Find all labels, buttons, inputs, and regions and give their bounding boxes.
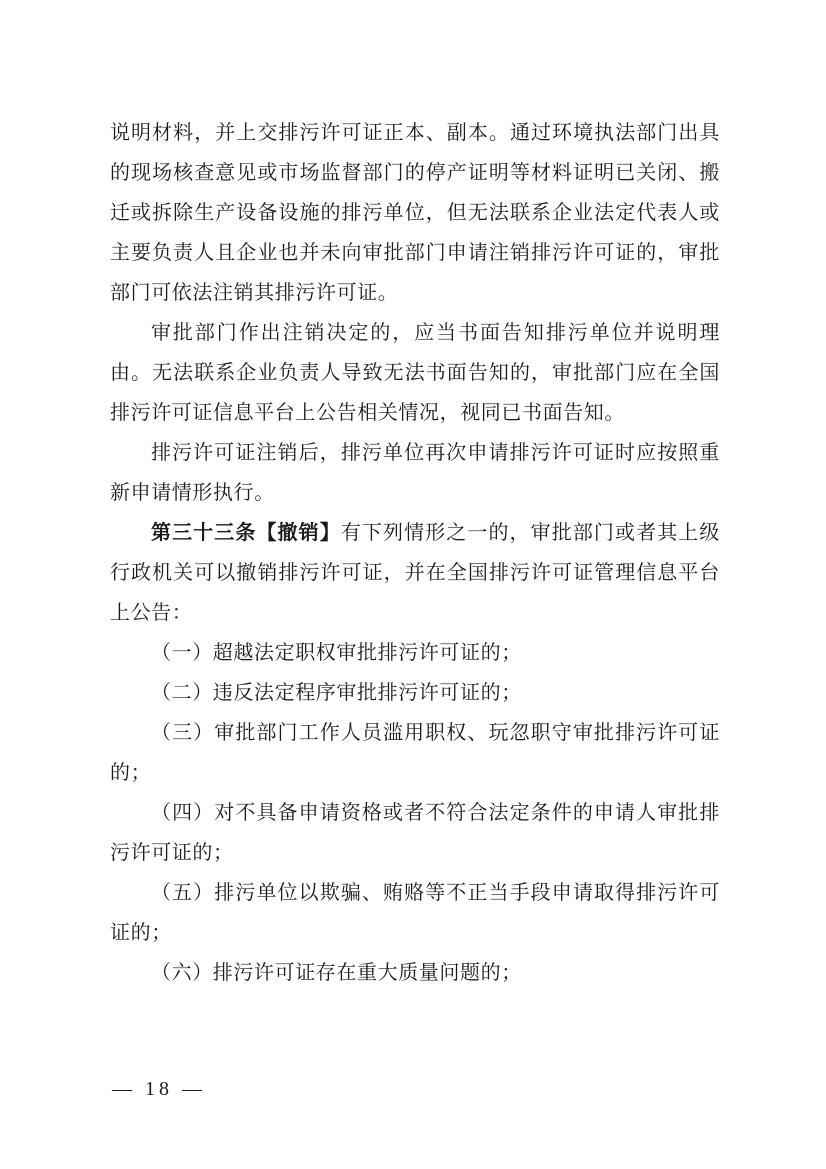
revocation-item-list [110,632,720,992]
list-item: （六）排污许可证存在重大质量问题的； [151,960,522,984]
article-33-intro: 有下列情形之一的，审批部门或者其上级行政机关可以撤销排污许可证，并在全国排污许可证管理信息平台上公告： [110,520,720,624]
list-item: （一）超越法定职权审批排污许可证的； [151,640,522,664]
paragraph-reapplication: 排污许可证注销后，排污单位再次申请排污许可证时应按照重新申请情形执行。 [110,440,720,504]
list-item: （五）排污单位以欺骗、贿赂等不正当手段申请取得排污许可证的； [110,880,720,944]
page-number: — 18 — [112,1078,206,1100]
list-item: （三）审批部门工作人员滥用职权、玩忽职守审批排污许可证的； [110,720,720,784]
paragraph-continued: 说明材料，并上交排污许可证正本、副本。通过环境执法部门出具的现场核查意见或市场监督部门的停产证明等材料证明已关闭、搬迁或拆除生产设备设施的排污单位，但无法联系企业法定代表人或主要负责人且企业也并未向审批部门申请注销排污许可证的，审批部门可依法注销其排污许可证。 [110,120,720,304]
article-33-heading: 第三十三条【撤销】 [151,520,341,544]
document-body [110,112,720,992]
list-item: （二）违反法定程序审批排污许可证的； [151,680,522,704]
list-item: （四）对不具备申请资格或者不符合法定条件的申请人审批排污许可证的； [110,800,720,864]
article-33-paragraph [110,512,720,632]
paragraph-cancellation-notice: 审批部门作出注销决定的，应当书面告知排污单位并说明理由。无法联系企业负责人导致无法书面告知的，审批部门应在全国排污许可证信息平台上公告相关情况，视同已书面告知。 [110,320,720,424]
